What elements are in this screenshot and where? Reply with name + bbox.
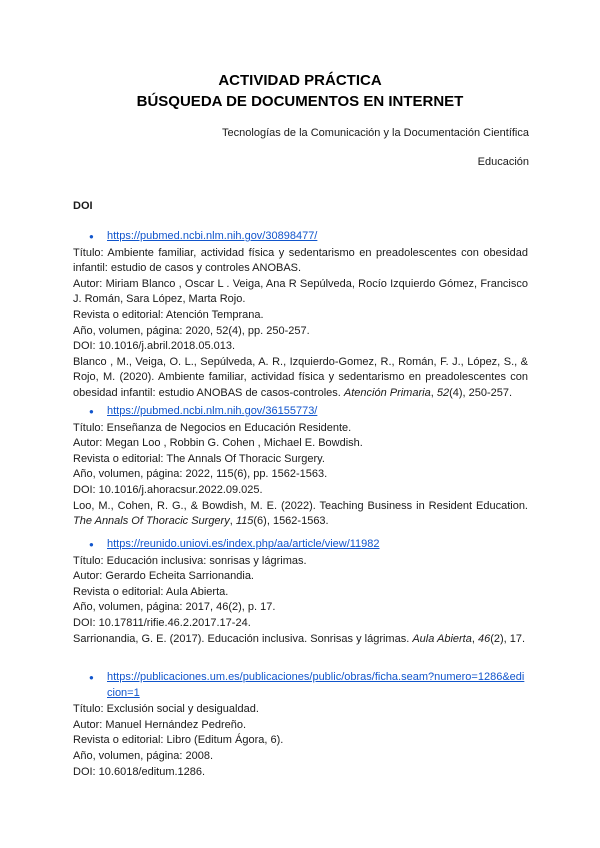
entry-citation: Blanco , M., Veiga, O. L., Sepúlveda, A. R., Izquierdo-Gomez, R., Román, F. J., López, S., & Rojo, M. (2020). Ambiente familiar, actividad física y sedentarismo en preadolescentes con obesidad infantil: estudio ANOBAS de casos-controles. Atención Primaria, 52(4), 250-257. (73, 355, 528, 399)
entry-journal: Revista o editorial: Aula Abierta. (73, 585, 229, 598)
entry-doi: DOI: 10.6018/editum.1286. (73, 765, 206, 778)
entry-title: Título: Exclusión social y desigualdad. (73, 703, 259, 716)
entry-citation: Loo, M., Cohen, R. G., & Bowdish, M. E. (2022). Teaching Business in Resident Education. The Annals Of Thoracic Surgery, 115(6), 1562-1563. (73, 499, 528, 528)
entry-author: Autor: Manuel Hernández Pedreño. (73, 718, 247, 731)
page-title-line1: ACTIVIDAD PRÁCTICA (218, 72, 382, 89)
entry-title: Título: Ambiente familiar, actividad física y sedentarismo en preadolescentes con obesidad infantil: estudio de casos y controles ANOBAS. (73, 246, 528, 275)
reference-link-2[interactable]: https://pubmed.ncbi.nlm.nih.gov/36155773/ (107, 405, 318, 417)
reference-link-4[interactable]: https://publicaciones.um.es/publicaciones/public/obras/ficha.seam?numero=1286&edicion=1 (107, 671, 525, 699)
entry-author: Autor: Miriam Blanco , Oscar L . Veiga, Ana R Sepúlveda, Rocío Izquierdo Gómez, Francisco J. Román, Sara López, Marta Rojo. (73, 277, 528, 306)
entry-year-volume-pages: Año, volumen, página: 2022, 115(6), pp. 1562-1563. (73, 468, 328, 481)
bullet-icon: ● (89, 673, 94, 682)
reference-entry-4 (73, 670, 528, 780)
entry-journal: Revista o editorial: The Annals Of Thoracic Surgery. (73, 452, 325, 465)
bullet-icon: ● (89, 540, 94, 549)
page-title-line2: BÚSQUEDA DE DOCUMENTOS EN INTERNET (136, 93, 464, 110)
entry-title: Título: Educación inclusiva: sonrisas y lágrimas. (73, 554, 307, 567)
entry-title: Título: Enseñanza de Negocios en Educación Residente. (73, 421, 352, 434)
reference-entry-1 (73, 229, 528, 402)
entry-year-volume-pages: Año, volumen, página: 2017, 46(2), p. 17. (73, 601, 276, 614)
reference-link-1[interactable]: https://pubmed.ncbi.nlm.nih.gov/30898477/ (107, 230, 318, 242)
entry-year-volume-pages: Año, volumen, página: 2008. (73, 749, 214, 762)
entry-citation: Sarrionandia, G. E. (2017). Educación inclusiva. Sonrisas y lágrimas. Aula Abierta, 46(2), 17. (73, 632, 526, 645)
entry-journal: Revista o editorial: Libro (Editum Ágora, 6). (73, 734, 284, 747)
degree-name: Educación (477, 156, 529, 168)
entry-journal: Revista o editorial: Atención Temprana. (73, 308, 264, 321)
bullet-icon: ● (89, 232, 94, 241)
entry-year-volume-pages: Año, volumen, página: 2020, 52(4), pp. 250-257. (73, 324, 310, 337)
entry-doi: DOI: 10.17811/rifie.46.2.2017.17-24. (73, 616, 251, 629)
entry-author: Autor: Gerardo Echeita Sarrionandia. (73, 570, 254, 583)
reference-entry-2 (73, 404, 528, 530)
section-heading-doi: DOI (73, 200, 93, 212)
reference-entry-3 (73, 537, 528, 647)
course-name: Tecnologías de la Comunicación y la Documentación Científica (222, 127, 529, 139)
entry-author: Autor: Megan Loo , Robbin G. Cohen , Michael E. Bowdish. (73, 437, 363, 450)
entry-doi: DOI: 10.1016/j.abril.2018.05.013. (73, 340, 236, 353)
bullet-icon: ● (89, 407, 94, 416)
reference-link-3[interactable]: https://reunido.uniovi.es/index.php/aa/article/view/11982 (107, 538, 380, 550)
entry-doi: DOI: 10.1016/j.ahoracsur.2022.09.025. (73, 483, 263, 496)
